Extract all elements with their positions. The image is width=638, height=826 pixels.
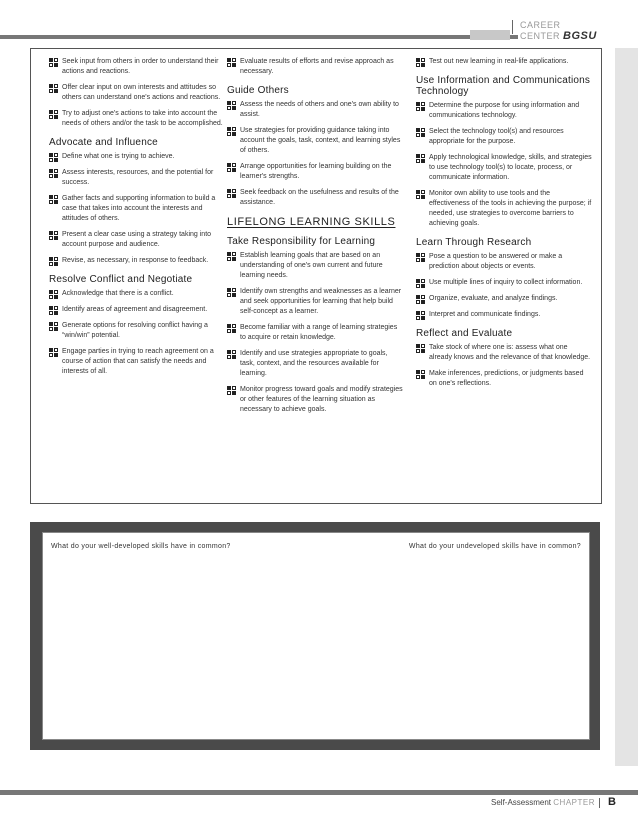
section-heading: Take Responsibility for Learning	[227, 236, 376, 247]
checkbox-icon[interactable]	[49, 169, 58, 178]
skill-item	[49, 256, 225, 266]
checkbox-icon[interactable]	[49, 153, 58, 162]
skills-column-1	[49, 57, 225, 383]
checkbox-icon[interactable]	[416, 154, 425, 163]
header-label	[518, 20, 638, 42]
footer-rule	[0, 790, 638, 795]
checkbox-icon[interactable]	[416, 128, 425, 137]
skill-text: Present a clear case using a strategy taking into account purpose and audience.	[62, 231, 212, 248]
checkbox-icon[interactable]	[227, 324, 236, 333]
skill-item	[49, 305, 225, 315]
side-strip	[615, 48, 638, 766]
checkbox-icon[interactable]	[49, 195, 58, 204]
skill-item	[227, 251, 403, 281]
checkbox-icon[interactable]	[49, 84, 58, 93]
header-accent	[470, 30, 510, 40]
skill-text: Establish learning goals that are based on an understanding of one's own current and future learning needs.	[240, 252, 383, 279]
skill-text: Seek input from others in order to understand their actions and reactions.	[62, 58, 219, 75]
skill-item	[416, 189, 592, 229]
checkbox-icon[interactable]	[227, 101, 236, 110]
footer-chapter: CHAPTER	[553, 798, 595, 808]
skill-text: Acknowledge that there is a conflict.	[62, 290, 174, 297]
checkbox-icon[interactable]	[227, 350, 236, 359]
skill-text: Test out new learning in real-life applications.	[429, 58, 569, 65]
footer-label	[491, 798, 604, 808]
skill-item	[49, 347, 225, 377]
checkbox-icon[interactable]	[416, 311, 425, 320]
skill-item	[416, 252, 592, 272]
skill-item	[227, 349, 403, 379]
skill-item	[416, 310, 592, 320]
header-bar	[0, 0, 638, 48]
skill-text: Take stock of where one is: assess what one already knows and the relevance of that knowledge.	[429, 344, 591, 361]
skill-text: Identify own strengths and weaknesses as a learner and seek opportunities for learning that help build self-concept as a learner.	[240, 288, 402, 315]
skill-text: Interpret and communicate findings.	[429, 311, 541, 318]
chapter-letter: B	[608, 796, 616, 808]
checkbox-icon[interactable]	[416, 295, 425, 304]
skill-item	[227, 126, 403, 156]
skill-item	[49, 230, 225, 250]
skill-item	[49, 152, 225, 162]
section-name: CAREER CENTER	[520, 20, 561, 41]
checkbox-icon[interactable]	[227, 288, 236, 297]
skill-text: Generate options for resolving conflict having a “win/win” potential.	[62, 322, 208, 339]
checkbox-icon[interactable]	[416, 279, 425, 288]
question-well-developed: What do your well-developed skills have in common?	[51, 543, 231, 550]
skill-text: Select the technology tool(s) and resources appropriate for the purpose.	[429, 128, 564, 145]
skills-panel	[30, 48, 602, 504]
skill-item	[49, 168, 225, 188]
skill-item	[49, 109, 225, 129]
skill-text: Define what one is trying to achieve.	[62, 153, 175, 160]
section-heading: Reflect and Evaluate	[416, 328, 513, 339]
reflection-box[interactable]	[42, 532, 590, 740]
checkbox-icon[interactable]	[49, 110, 58, 119]
section-heading: Use Information and Communications Technology	[416, 75, 591, 97]
skill-text: Gather facts and supporting information to build a case that takes into account the interests and attitudes of others.	[62, 195, 216, 222]
skill-text: Revise, as necessary, in response to feedback.	[62, 257, 209, 264]
checkbox-icon[interactable]	[227, 189, 236, 198]
skill-item	[49, 289, 225, 299]
section-heading: Guide Others	[227, 85, 289, 96]
skill-text: Identify and use strategies appropriate to goals, task, context, and the resources available for learning.	[240, 350, 388, 377]
section-heading: Learn Through Research	[416, 237, 532, 248]
skill-text: Try to adjust one's actions to take into account the needs of others and/or the task to be accomplished.	[62, 110, 223, 127]
skill-text: Become familiar with a range of learning strategies to acquire or retain knowledge.	[240, 324, 398, 341]
skill-item	[416, 153, 592, 183]
skill-item	[416, 343, 592, 363]
checkbox-icon[interactable]	[49, 348, 58, 357]
checkbox-icon[interactable]	[49, 231, 58, 240]
checkbox-icon[interactable]	[416, 102, 425, 111]
skill-text: Use strategies for providing guidance taking into account the goals, task, context, and learning styles of others.	[240, 127, 401, 154]
skill-item	[49, 57, 225, 77]
skill-text: Engage parties in trying to reach agreement on a course of action that can satisfy the needs and interests of all.	[62, 348, 214, 375]
skill-text: Organize, evaluate, and analyze findings.	[429, 295, 558, 302]
skill-text: Determine the purpose for using information and communications technology.	[429, 102, 580, 119]
skill-item	[227, 188, 403, 208]
section-heading: Advocate and Influence	[49, 137, 158, 148]
brand-name: BGSU	[563, 30, 597, 42]
question-undeveloped: What do your undeveloped skills have in common?	[408, 543, 581, 550]
skill-item	[227, 287, 403, 317]
checkbox-icon[interactable]	[227, 127, 236, 136]
section-heading: LIFELONG LEARNING SKILLS	[227, 216, 396, 228]
skill-item	[416, 294, 592, 304]
skill-text: Evaluate results of efforts and revise approach as necessary.	[240, 58, 394, 75]
skill-text: Seek feedback on the usefulness and results of the assistance.	[240, 189, 399, 206]
skill-text: Make inferences, predictions, or judgments based on one's reflections.	[429, 370, 584, 387]
checkbox-icon[interactable]	[416, 190, 425, 199]
skill-item	[49, 83, 225, 103]
skill-text: Assess the needs of others and one's own ability to assist.	[240, 101, 399, 118]
checkbox-icon[interactable]	[227, 58, 236, 67]
footer-title: Self-Assessment	[491, 798, 552, 808]
checkbox-icon[interactable]	[227, 386, 236, 395]
footer-divider	[599, 798, 600, 808]
skill-text: Offer clear input on own interests and attitudes so others can understand one's actions and reactions.	[62, 84, 221, 101]
skill-item	[416, 57, 592, 67]
skill-text: Assess interests, resources, and the potential for success.	[62, 169, 214, 186]
checkbox-icon[interactable]	[416, 370, 425, 379]
skill-item	[227, 385, 403, 415]
skill-item	[227, 162, 403, 182]
skill-item	[49, 194, 225, 224]
skill-text: Use multiple lines of inquiry to collect information.	[429, 279, 583, 286]
checkbox-icon[interactable]	[49, 58, 58, 67]
checkbox-icon[interactable]	[416, 344, 425, 353]
checkbox-icon[interactable]	[49, 322, 58, 331]
skills-column-3	[416, 57, 592, 395]
section-heading: Resolve Conflict and Negotiate	[49, 274, 193, 285]
skills-column-2	[227, 57, 403, 421]
skill-item	[416, 127, 592, 147]
checkbox-icon[interactable]	[227, 163, 236, 172]
skill-text: Monitor own ability to use tools and the effectiveness of the tools in achieving the purpose; if needed, use strategies to overcome barriers to achieving goals.	[429, 190, 592, 227]
skill-text: Arrange opportunities for learning building on the learner's strengths.	[240, 163, 392, 180]
checkbox-icon[interactable]	[49, 290, 58, 299]
checkbox-icon[interactable]	[416, 58, 425, 67]
skill-item	[49, 321, 225, 341]
skill-item	[227, 323, 403, 343]
checkbox-icon[interactable]	[49, 257, 58, 266]
skill-item	[416, 278, 592, 288]
header-divider	[512, 20, 513, 34]
skill-item	[227, 57, 403, 77]
skill-text: Apply technological knowledge, skills, and strategies to use technology tool(s) to locate, process, or communicate information.	[429, 154, 592, 181]
checkbox-icon[interactable]	[227, 252, 236, 261]
checkbox-icon[interactable]	[416, 253, 425, 262]
checkbox-icon[interactable]	[49, 306, 58, 315]
skill-item	[227, 100, 403, 120]
skill-item	[416, 369, 592, 389]
skill-text: Pose a question to be answered or make a prediction about objects or events.	[429, 253, 563, 270]
skill-text: Monitor progress toward goals and modify strategies or other features of the learning situation as necessary to achieve goals.	[240, 386, 403, 413]
skill-item	[416, 101, 592, 121]
skill-text: Identify areas of agreement and disagreement.	[62, 306, 208, 313]
